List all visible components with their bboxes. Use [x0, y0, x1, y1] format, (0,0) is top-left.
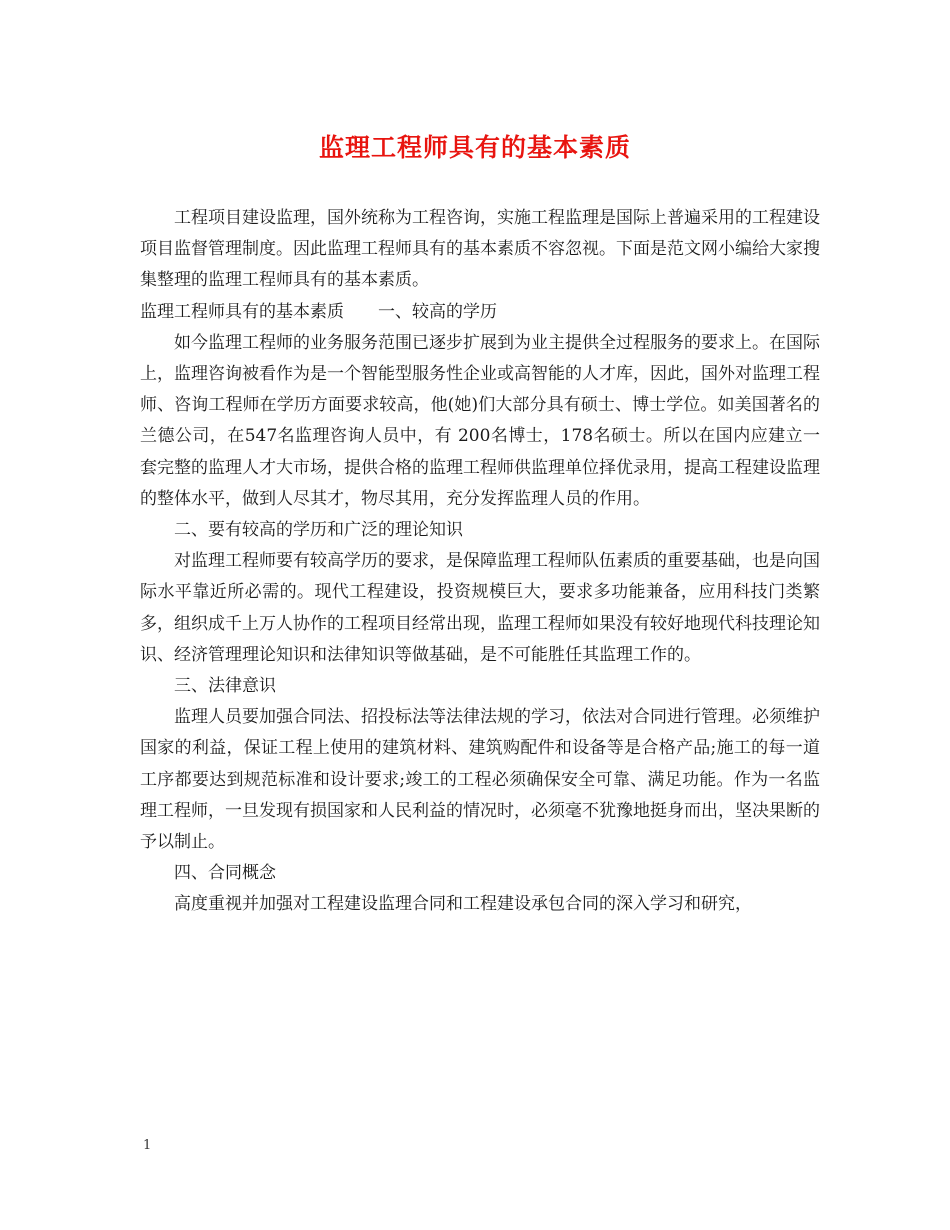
- document-title: 监理工程师具有的基本素质: [318, 133, 631, 162]
- paragraph-theory: 对监理工程师要有较高学历的要求，是保障监理工程师队伍素质的重要基础，也是向国际水平靠近所必需的。现代工程建设，投资规模巨大，要求多功能兼备，应用科技门类繁多，组织成千上万人协作的工程项目经常出现，监理工程师如果没有较好地现代科技理论知识、经济管理理论知识和法律知识等做基础，是不可能胜任其监理工作的。: [140, 551, 820, 665]
- section-heading-3: 三、法律意识: [174, 676, 276, 697]
- paragraph-education: 如今监理工程师的业务服务范围已逐步扩展到为业主提供全过程服务的要求上。在国际上，监理咨询被看作为是一个智能型服务性企业或高智能的人才库，因此，国外对监理工程师、咨询工程师在学历方面要求较高，他(她)们大部分具有硕士、博士学位。如美国著名的兰德公司，在547名监理咨询人员中，有 200名博士，178名硕士。所以在国内应建立一套完整的监理人才大市场，提供合格的监理工程师供监理单位择优录用，提高工程建设监理的整体水平，做到人尽其才，物尽其用，充分发挥监理人员的作用。: [140, 332, 820, 509]
- page-number: 1: [143, 1138, 152, 1153]
- paragraph-intro: 工程项目建设监理，国外统称为工程咨询，实施工程监理是国际上普遍采用的工程建设项目监督管理制度。因此监理工程师具有的基本素质不容忽视。下面是范文网小编给大家搜集整理的监理工程师具有的基本素质。: [140, 208, 820, 291]
- document-body: [140, 203, 820, 921]
- section-heading-2: 二、要有较高的学历和广泛的理论知识: [174, 520, 463, 541]
- paragraph-contract: 高度重视并加强对工程建设监理合同和工程建设承包合同的深入学习和研究，: [174, 894, 752, 915]
- paragraph-law: 监理人员要加强合同法、招投标法等法律法规的学习，依法对合同进行管理。必须维护国家的利益，保证工程上使用的建筑材料、建筑购配件和设备等是合格产品;施工的每一道工序都要达到规范标准和设计要求;竣工的工程必须确保安全可靠、满足功能。作为一名监理工程师，一旦发现有损国家和人民利益的情况时，必须毫不犹豫地挺身而出，坚决果断的予以制止。: [140, 707, 820, 853]
- section-heading-1: 监理工程师具有的基本素质 一、较高的学历: [140, 301, 497, 322]
- section-heading-4: 四、合同概念: [174, 863, 276, 884]
